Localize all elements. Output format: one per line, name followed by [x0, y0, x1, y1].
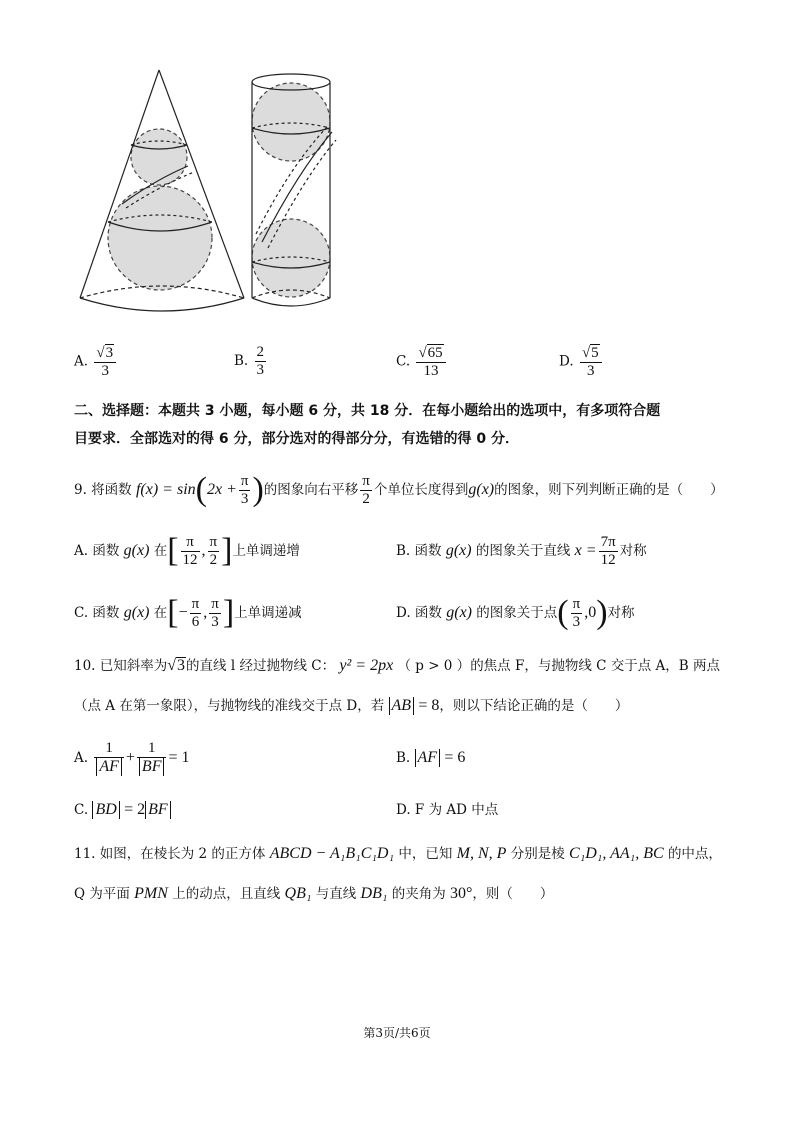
q9-stem: 9. 将函数 f(x) = sin ( 2x + $\frac{\pi}{3}$ ) 的图象向右平移 $\frac{\pi}{2}$ 个单位长度得到 g(x) 的图象，则下列判断正确的是（ ）: [74, 471, 724, 508]
geometry-figure: [70, 62, 350, 324]
q10-option-b: B. AF = 6: [396, 749, 466, 766]
q8-d-num: 5: [591, 345, 599, 361]
cylinder-figure: [252, 74, 336, 306]
q9-option-a: A. 函数 g(x) 在 [ $\frac{\pi}{12}$ , $\frac{\pi}{2}$ ] 上单调递增: [74, 532, 300, 569]
q8-a-num: 3: [105, 345, 114, 361]
q10-stem-line2: （点 A 在第一象限），与抛物线的准线交于点 D，若 AB = 8 ，则以下结论正确的是（ ）: [74, 697, 629, 714]
cone-sphere-small: [131, 129, 187, 185]
q10-option-d: D. F 为 AD 中点: [396, 802, 499, 818]
q10-stem-line1: 10. 已知斜率为 √3 的直线 l 经过抛物线 C： y² = 2px （ p > 0 ） 的焦点 F，与抛物线 C 交于点 A，B 两点: [74, 657, 721, 674]
q8-c-num: 65: [427, 345, 443, 361]
q8-option-a: A. $\frac{√3}{3}$: [74, 344, 118, 380]
section2-line2: 目要求．全部选对的得 6 分，部分选对的得部分分，有选错的得 0 分．: [74, 431, 519, 447]
section2-line1: 二、选择题：本题共 3 小题，每小题 6 分，共 18 分．在每小题给出的选项中，有多项符合题: [74, 403, 661, 419]
q11-stem-line1: 11. 如图，在棱长为 2 的正方体 ABCD − A₁B₁C₁D₁ 中，已知 M, N, P 分别是棱 C₁D₁, AA₁, BC 的中点，: [74, 845, 722, 862]
q8-option-b: B. $\frac{2}{3}$: [234, 344, 265, 378]
cone-figure: [80, 70, 244, 311]
q8-b-num: 2: [256, 344, 265, 360]
q10-option-c: C. BD = 2 BF: [74, 798, 171, 822]
q9-option-d: D. 函数 g(x) 的图象关于点 ( $\frac{\pi}{3}$ ,0 ) 对称: [396, 594, 635, 631]
q8-d-den: 3: [587, 363, 595, 379]
q8-option-d: D. $\frac{√5}{3}$: [559, 344, 604, 380]
q9-option-b: B. 函数 g(x) 的图象关于直线 x = $\frac{7\pi}{12}$ 对称: [396, 533, 647, 568]
q9-option-c: C. 函数 g(x) 在 [ − $\frac{\pi}{6}$ , $\frac{\pi}{3}$ ] 上单调递减: [74, 594, 302, 631]
q10-option-a: A. $\frac{1}{AF}$ + $\frac{1}{BF}$ = 1: [74, 740, 190, 775]
q8-option-c: C. $\frac{√65}{13}$: [396, 344, 448, 380]
q11-stem-line2: Q 为平面 PMN 上的动点，且直线 QB₁ 与直线 DB₁ 的夹角为 30° ，则（ ）: [74, 885, 554, 902]
cylinder-sphere-bottom: [252, 219, 330, 297]
cone-sphere-large: [108, 186, 212, 290]
q8-b-den: 3: [256, 362, 265, 378]
cone-base-front: [80, 298, 244, 311]
q8-c-den: 13: [423, 363, 439, 379]
q8-a-den: 3: [101, 363, 109, 379]
cylinder-bottom-front: [252, 298, 330, 306]
page-footer: 第3页/共6页: [363, 1026, 431, 1040]
